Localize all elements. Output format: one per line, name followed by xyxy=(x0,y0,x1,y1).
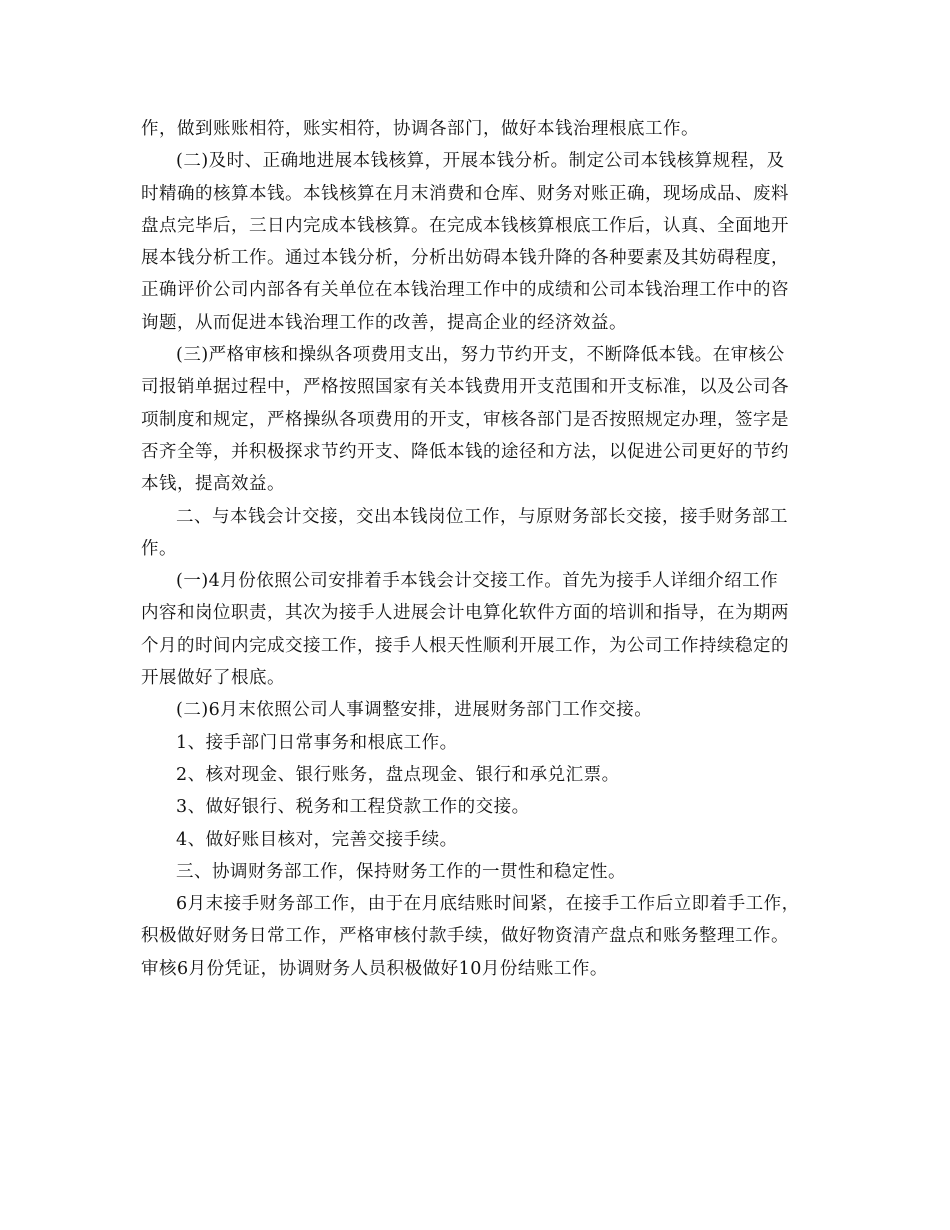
text-line: 内容和岗位职责，其次为接手人进展会计电算化软件方面的培训和指导，在为期两 xyxy=(141,603,789,624)
text-line: 询题，从而促进本钱治理工作的改善，提高企业的经济效益。 xyxy=(141,312,627,333)
text-line: 否齐全等，并积极探求节约开支、降低本钱的途径和方法，以促进公司更好的节约 xyxy=(141,441,789,462)
text-line: (二)及时、正确地进展本钱核算，开展本钱分析。制定公司本钱核算规程，及 xyxy=(176,151,785,172)
text-line: 时精确的核算本钱。本钱核算在月末消费和仓库、财务对账正确，现场成品、废料 xyxy=(141,183,789,204)
text-line: 项制度和规定，严格操纵各项费用的开支，审核各部门是否按照规定办理，签字是 xyxy=(141,409,789,430)
text-line: 正确评价公司内部各有关单位在本钱治理工作中的成绩和公司本钱治理工作中的咨 xyxy=(141,280,789,301)
text-line: 2、核对现金、银行账务，盘点现金、银行和承兑汇票。 xyxy=(176,764,620,785)
text-line: 审核6月份凭证，协调财务人员积极做好10月份结账工作。 xyxy=(141,958,608,979)
text-line: (二)6月末依照公司人事调整安排，进展财务部门工作交接。 xyxy=(176,700,653,721)
text-line: 司报销单据过程中，严格按照国家有关本钱费用开支范围和开支标准，以及公司各 xyxy=(141,377,789,398)
text-line: 本钱，提高效益。 xyxy=(141,474,285,495)
text-line: (三)严格审核和操纵各项费用支出，努力节约开支，不断降低本钱。在审核公 xyxy=(176,345,785,366)
text-line: 开展做好了根底。 xyxy=(141,668,285,689)
text-line: 6月末接手财务部工作，由于在月底结账时间紧，在接手工作后立即着手工作， xyxy=(176,894,800,915)
document-body xyxy=(141,113,821,985)
text-line: 三、协调财务部工作，保持财务工作的一贯性和稳定性。 xyxy=(176,861,626,882)
text-line: 积极做好财务日常工作，严格审核付款手续，做好物资清产盘点和账务整理工作。 xyxy=(141,926,789,947)
text-line: 3、做好银行、税务和工程贷款工作的交接。 xyxy=(176,797,530,818)
text-line: 4、做好账目核对，完善交接手续。 xyxy=(176,829,458,850)
text-line: 个月的时间内完成交接工作，接手人根天性顺利开展工作，为公司工作持续稳定的 xyxy=(141,635,789,656)
text-line: 作，做到账账相符，账实相符，协调各部门，做好本钱治理根底工作。 xyxy=(141,119,699,139)
text-line: 二、与本钱会计交接，交出本钱岗位工作，与原财务部长交接，接手财务部工 xyxy=(176,506,788,527)
text-line: 1、接手部门日常事务和根底工作。 xyxy=(176,732,458,753)
text-line: 展本钱分析工作。通过本钱分析，分析出妨碍本钱升降的各种要素及其妨碍程度， xyxy=(141,248,789,269)
text-line: (一)4月份依照公司安排着手本钱会计交接工作。首先为接手人详细介绍工作 xyxy=(176,571,779,592)
text-line: 作。 xyxy=(141,538,177,559)
text-line: 盘点完毕后，三日内完成本钱核算。在完成本钱核算根底工作后，认真、全面地开 xyxy=(141,215,789,236)
